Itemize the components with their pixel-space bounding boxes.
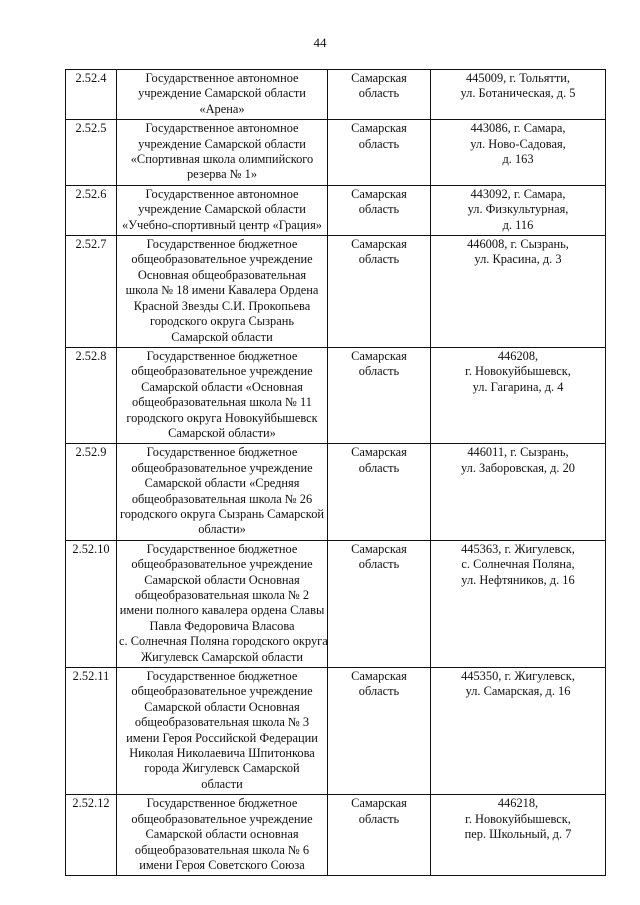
institution-name-line: Самарской области Основная (144, 699, 300, 714)
region-line: область (358, 202, 400, 217)
region-cell (328, 540, 431, 667)
address-line: 446008, г. Сызрань, (467, 237, 569, 252)
institution-name-cell (117, 668, 328, 795)
region-cell (328, 120, 431, 186)
registry-table (65, 69, 606, 876)
table-row (66, 540, 606, 667)
institution-name-line: общеобразовательное учреждение (131, 684, 313, 699)
institution-name-cell (117, 70, 328, 120)
institution-name-line: Самарской области «Основная (141, 379, 303, 394)
row-number-cell: 2.52.4 (66, 70, 117, 120)
address-cell (431, 120, 606, 186)
address-line: с. Солнечная Поляна, (461, 557, 575, 572)
address-line: ул. Самарская, д. 16 (465, 684, 571, 699)
region-line: Самарская (351, 237, 407, 252)
institution-name-line: Павла Федоровича Власова (149, 618, 295, 633)
institution-name-line: Николая Николаевича Шпитонкова (129, 746, 315, 761)
row-number-cell: 2.52.7 (66, 236, 117, 348)
institution-name-cell (117, 185, 328, 235)
institution-name-line: общеобразовательная школа № 26 (131, 491, 313, 506)
region-cell (328, 236, 431, 348)
address-line: ул. Ново-Садовая, (470, 136, 566, 151)
institution-name-line: общеобразовательная школа № 2 (134, 588, 310, 602)
address-line: ул. Ботаническая, д. 5 (460, 86, 576, 101)
institution-name-cell (117, 540, 328, 667)
address-cell (431, 347, 606, 443)
registry-table-body (66, 70, 606, 876)
row-number-cell: 2.52.11 (66, 668, 117, 795)
institution-name-line: общеобразовательное учреждение (131, 252, 313, 267)
region-line: Самарская (351, 796, 407, 811)
institution-name-line: городского округа Сызрань Самарской (119, 506, 325, 521)
address-cell (431, 444, 606, 540)
institution-name-line: резерва № 1» (186, 167, 258, 182)
address-line: г. Новокуйбышевск, (465, 364, 571, 379)
region-line: область (358, 252, 400, 267)
institution-name-line: Государственное бюджетное (146, 669, 298, 684)
region-line: Самарская (351, 669, 407, 684)
institution-name-line: общеобразовательное учреждение (131, 811, 313, 826)
institution-name-line: Государственное бюджетное (146, 445, 298, 460)
institution-name-cell (117, 444, 328, 540)
institution-name-line: Государственное автономное (145, 186, 299, 201)
institution-name-line: имени Героя Советского Союза (139, 857, 305, 872)
table-row (66, 347, 606, 443)
address-line: 445363, г. Жигулевск, (461, 541, 575, 556)
institution-name-cell (117, 347, 328, 443)
institution-name-line: Основная общеобразовательная (137, 267, 307, 282)
region-cell (328, 185, 431, 235)
address-line: 446218, (497, 796, 539, 811)
institution-name-line: общеобразовательная школа № 6 (134, 842, 310, 857)
institution-name-line: городского округа Новокуйбышевск (126, 410, 318, 425)
institution-name-line: Самарской области Основная (144, 572, 300, 587)
region-line: Самарская (351, 121, 407, 136)
region-line: область (358, 684, 400, 699)
region-line: область (358, 86, 400, 101)
institution-name-cell (117, 795, 328, 876)
institution-name-line: общеобразовательное учреждение (131, 557, 313, 572)
row-number-cell: 2.52.12 (66, 795, 117, 876)
institution-name-line: области (201, 776, 243, 791)
row-number-cell: 2.52.6 (66, 185, 117, 235)
address-line: ул. Нефтяников, д. 16 (461, 572, 575, 587)
address-cell (431, 540, 606, 667)
institution-name-line: Самарской области» (168, 425, 276, 440)
institution-name-line: Красной Звезды С.И. Прокопьева (133, 298, 311, 313)
address-line: 445350, г. Жигулевск, (461, 669, 575, 684)
institution-name-line: учреждение Самарской области (138, 202, 306, 217)
institution-name-line: школа № 18 имени Кавалера Ордена (125, 283, 319, 298)
address-line: ул. Физкультурная, (467, 202, 569, 217)
institution-name-line: области» (198, 522, 246, 537)
region-cell (328, 795, 431, 876)
institution-name-line: имени полного кавалера ордена Славы (119, 603, 325, 618)
region-cell (328, 668, 431, 795)
region-line: Самарская (351, 541, 407, 556)
table-row (66, 795, 606, 876)
address-cell (431, 70, 606, 120)
address-line: пер. Школьный, д. 7 (464, 827, 572, 842)
region-line: Самарская (351, 348, 407, 363)
institution-name-line: Государственное бюджетное (146, 796, 298, 811)
region-line: область (358, 557, 400, 572)
institution-name-line: Самарской области (171, 329, 273, 344)
region-line: область (358, 811, 400, 826)
address-line: ул. Красина, д. 3 (474, 252, 562, 267)
address-line: 445009, г. Тольятти, (465, 71, 570, 85)
institution-name-line: имени Героя Российской Федерации (126, 730, 318, 745)
institution-name-cell (117, 236, 328, 348)
row-number-cell: 2.52.10 (66, 540, 117, 667)
region-cell (328, 444, 431, 540)
institution-name-line: с. Солнечная Поляна городского округа (119, 634, 328, 649)
region-line: область (358, 364, 400, 379)
institution-name-line: Жигулевск Самарской области (141, 649, 303, 664)
institution-name-line: общеобразовательная школа № 3 (134, 715, 310, 730)
institution-name-line: общеобразовательная школа № 11 (132, 395, 312, 410)
address-line: ул. Заборовская, д. 20 (460, 460, 576, 475)
address-line: г. Новокуйбышевск, (465, 811, 571, 826)
row-number-cell: 2.52.9 (66, 444, 117, 540)
table-row (66, 70, 606, 120)
address-line: 446208, (497, 348, 539, 363)
region-cell (328, 347, 431, 443)
institution-name-line: учреждение Самарской области (138, 86, 306, 101)
row-number-cell: 2.52.5 (66, 120, 117, 186)
table-row (66, 236, 606, 348)
table-row (66, 120, 606, 186)
region-line: область (358, 136, 400, 151)
address-cell (431, 236, 606, 348)
institution-name-line: Государственное бюджетное (146, 348, 298, 363)
institution-name-line: общеобразовательное учреждение (131, 364, 313, 379)
address-cell (431, 668, 606, 795)
institution-name-line: Государственное бюджетное (146, 541, 298, 556)
region-line: Самарская (351, 445, 407, 460)
institution-name-line: Государственное автономное (145, 121, 299, 136)
institution-name-line: «Арена» (199, 101, 245, 116)
table-row (66, 444, 606, 540)
row-number-cell: 2.52.8 (66, 347, 117, 443)
institution-name-line: общеобразовательное учреждение (131, 460, 313, 475)
address-line: 443092, г. Самара, (470, 186, 566, 201)
institution-name-line: Государственное бюджетное (146, 237, 298, 252)
institution-name-line: города Жигулевск Самарской (144, 761, 300, 776)
table-row (66, 185, 606, 235)
address-cell (431, 795, 606, 876)
address-line: д. 163 (502, 152, 534, 167)
region-line: Самарская (351, 186, 407, 201)
table-row (66, 668, 606, 795)
region-line: Самарская (351, 71, 407, 85)
address-line: 443086, г. Самара, (470, 121, 566, 136)
address-line: 446011, г. Сызрань, (467, 445, 569, 460)
region-cell (328, 70, 431, 120)
address-cell (431, 185, 606, 235)
institution-name-line: учреждение Самарской области (138, 136, 306, 151)
institution-name-line: «Учебно-спортивный центр «Грация» (122, 217, 322, 232)
institution-name-line: Самарской области основная (145, 827, 299, 842)
institution-name-line: «Спортивная школа олимпийского (130, 152, 314, 167)
page-number: 44 (313, 35, 327, 50)
institution-name-line: Самарской области «Средняя (144, 476, 300, 491)
region-line: область (358, 460, 400, 475)
institution-name-line: Государственное автономное (145, 71, 299, 85)
address-line: д. 116 (502, 217, 534, 232)
institution-name-line: городского округа Сызрань (149, 314, 295, 329)
institution-name-cell (117, 120, 328, 186)
address-line: ул. Гагарина, д. 4 (472, 379, 564, 394)
